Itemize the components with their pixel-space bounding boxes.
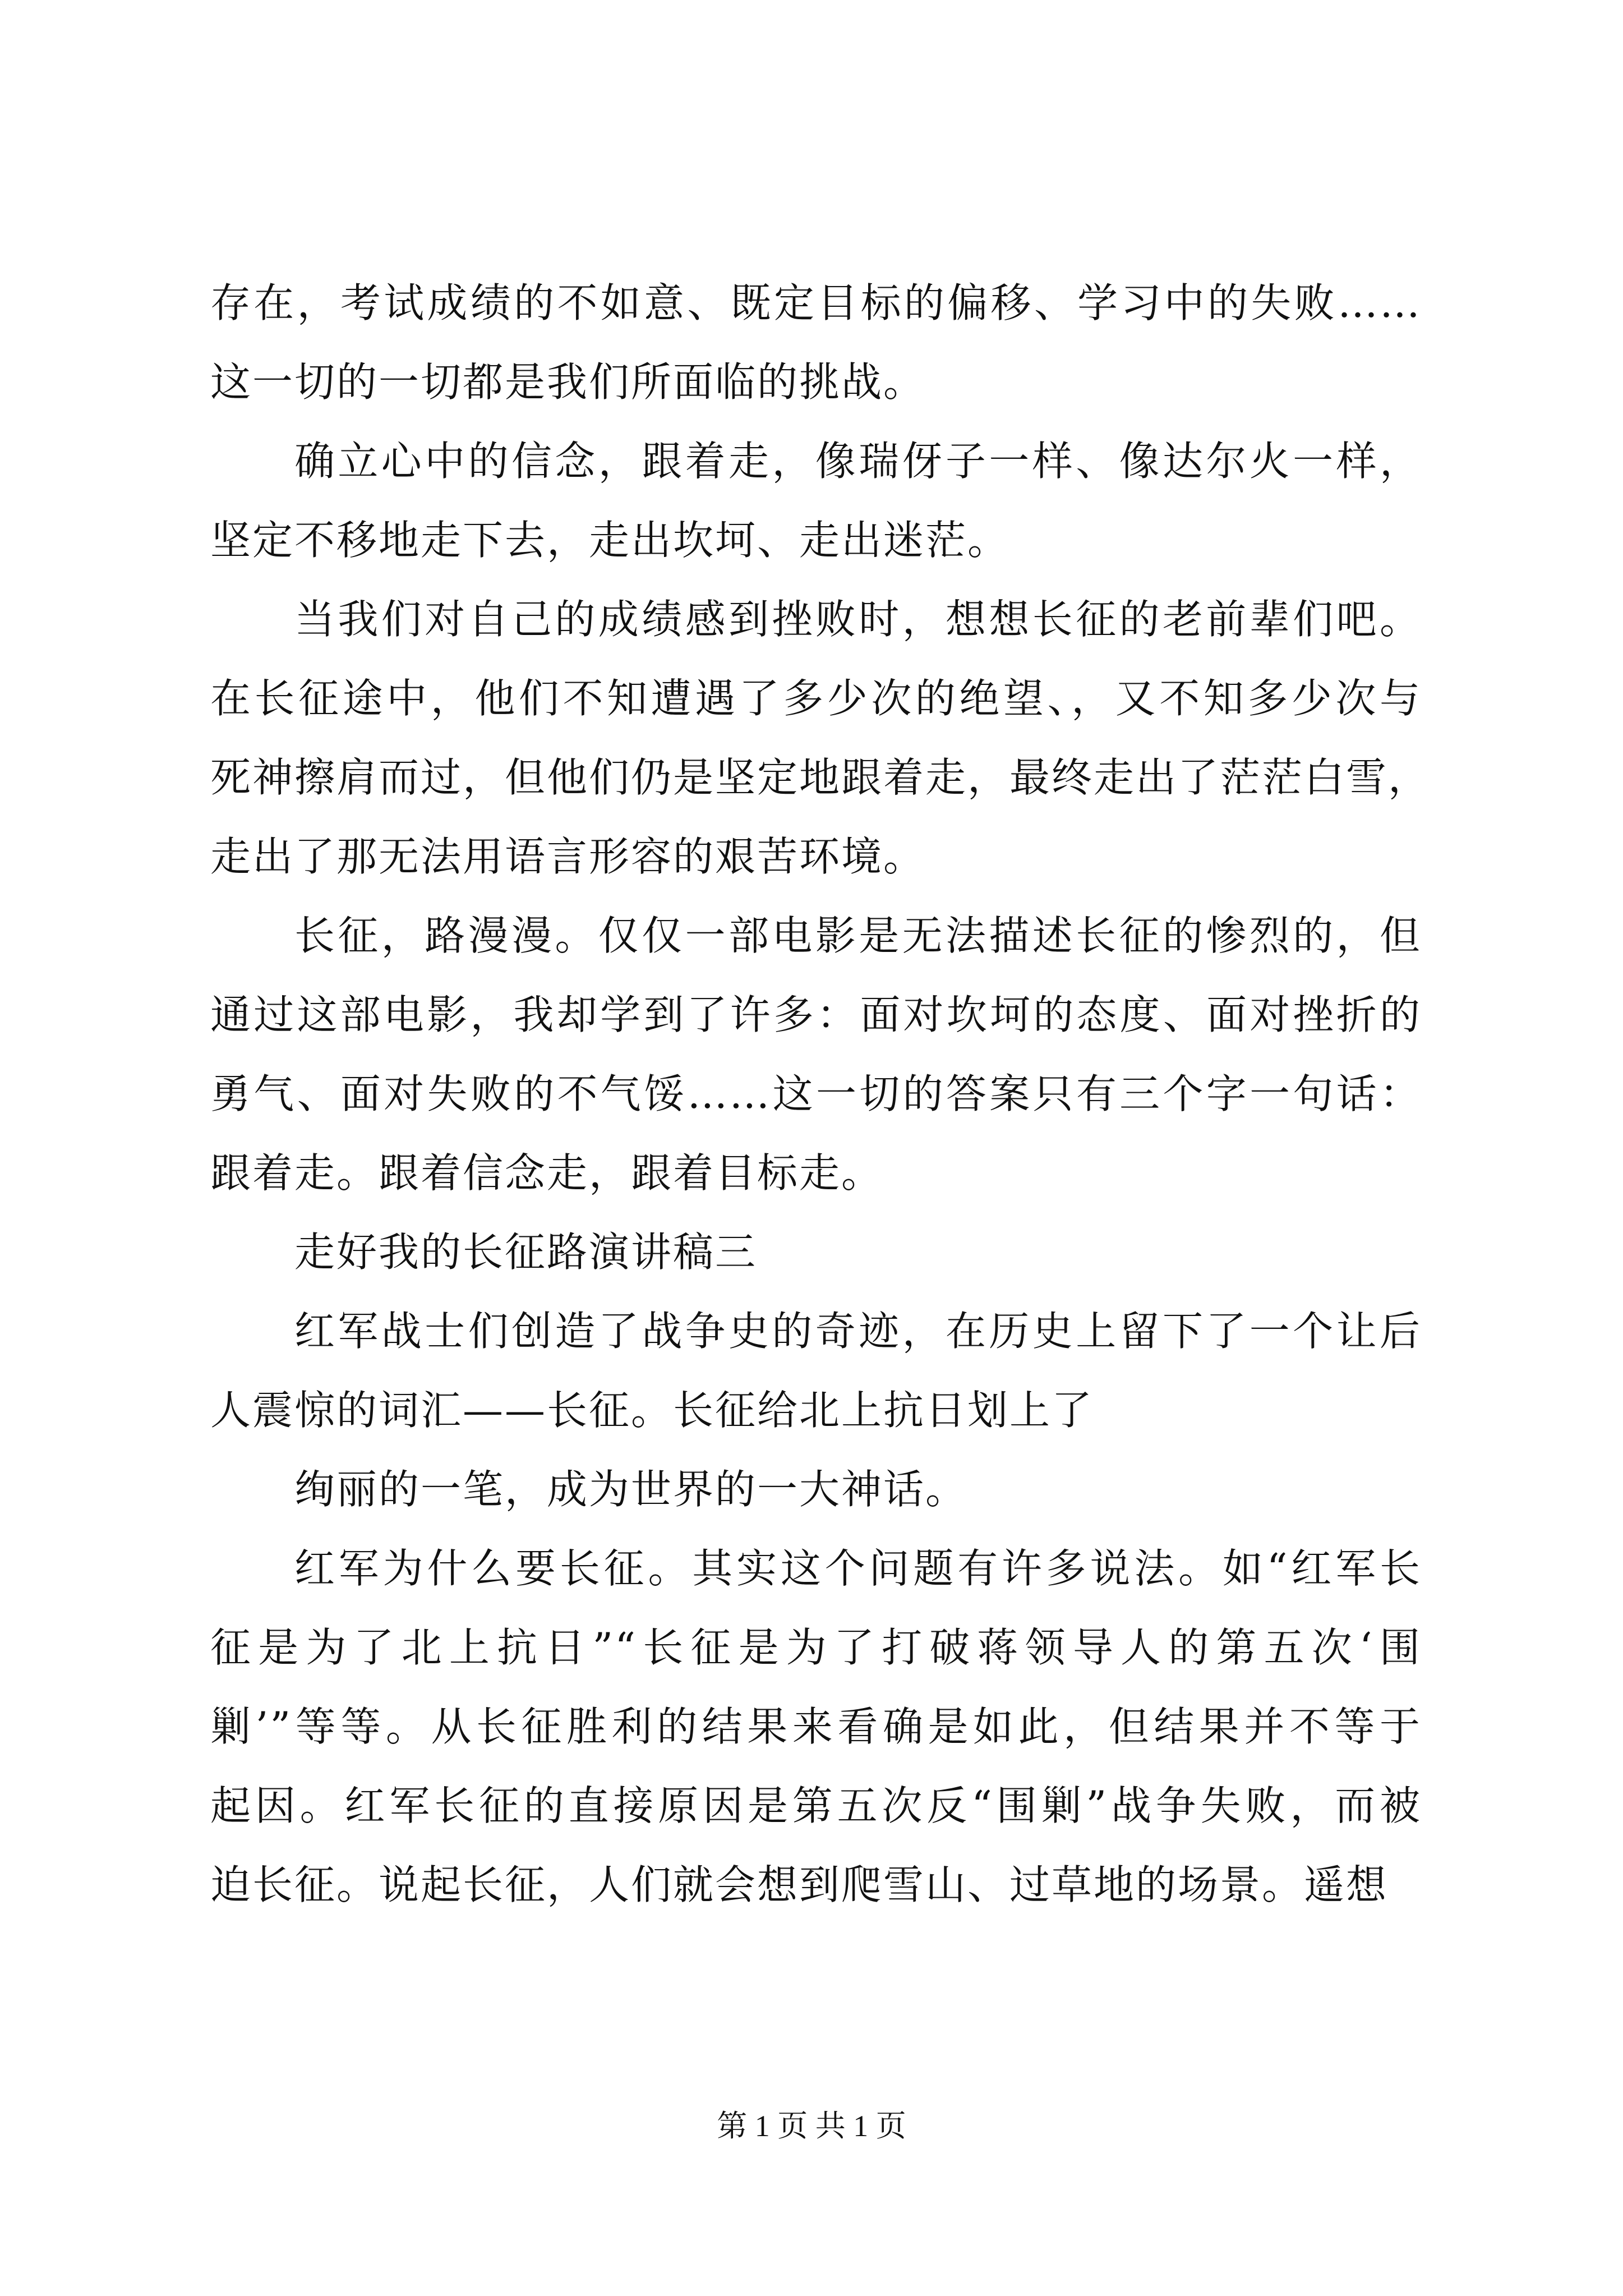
text-line: 长征，路漫漫。仅仅一部电影是无法描述长征的惨烈的，但 xyxy=(294,912,1422,959)
text-line: 这一切的一切都是我们所面临的挑战。 xyxy=(210,358,926,406)
text-line: 在长征途中，他们不知遭遇了多少次的绝望、，又不知多少次与 xyxy=(210,675,1422,722)
text-line: 走好我的长征路演讲稿三 xyxy=(294,1228,758,1276)
text-line: 通过这部电影，我却学到了许多：面对坎坷的态度、面对挫折的 xyxy=(210,991,1422,1038)
text-line: 征是为了北上抗日”“长征是为了打破蒋领导人的第五次‘围 xyxy=(210,1624,1422,1671)
text-line: 红军为什么要长征。其实这个问题有许多说法。如“红军长 xyxy=(294,1545,1422,1592)
paragraph xyxy=(210,1529,1422,1925)
text-line: 起因。红军长征的直接原因是第五次反“围剿”战争失败，而被 xyxy=(210,1782,1422,1829)
text-line: 迫长征。说起长征，人们就会想到爬雪山、过草地的场景。遥想 xyxy=(210,1861,1389,1908)
paragraph xyxy=(210,580,1431,896)
text-line: 走出了那无法用语言形容的艰苦环境。 xyxy=(210,833,926,880)
text-line: 人震惊的词汇——长征。长征给北上抗日划上了 xyxy=(210,1387,1094,1434)
text-line: 红军战士们创造了战争史的奇迹，在历史上留下了一个让后 xyxy=(294,1308,1422,1355)
paragraph xyxy=(210,1292,1422,1450)
text-line: 确立心中的信念，跟着走，像瑞伢子一样、像达尔火一样， xyxy=(294,438,1422,485)
text-line: 跟着走。跟着信念走，跟着目标走。 xyxy=(210,1149,884,1197)
paragraph xyxy=(210,422,1422,580)
paragraph xyxy=(210,896,1422,1213)
paragraph xyxy=(210,1450,1422,1529)
text-line: 坚定不移地走下去，走出坎坷、走出迷茫。 xyxy=(210,517,1010,564)
paragraph xyxy=(210,1213,1422,1292)
text-line: 勇气、面对失败的不气馁……这一切的答案只有三个字一句话： xyxy=(210,1070,1422,1117)
text-line: 存在，考试成绩的不如意、既定目标的偏移、学习中的失败…… xyxy=(210,279,1422,326)
text-line: 剿’”等等。从长征胜利的结果来看确是如此，但结果并不等于 xyxy=(210,1703,1422,1750)
page-footer xyxy=(0,2106,1623,2146)
paragraph xyxy=(210,264,1422,422)
text-line: 当我们对自己的成绩感到挫败时，想想长征的老前辈们吧。 xyxy=(294,596,1422,643)
text-line: 绚丽的一笔，成为世界的一大神话。 xyxy=(294,1466,968,1513)
page-number-label: 第 1 页 共 1 页 xyxy=(717,2109,906,2143)
text-line: 死神擦肩而过，但他们仍是坚定地跟着走，最终走出了茫茫白雪， xyxy=(210,754,1431,801)
document-body xyxy=(210,264,1431,1925)
